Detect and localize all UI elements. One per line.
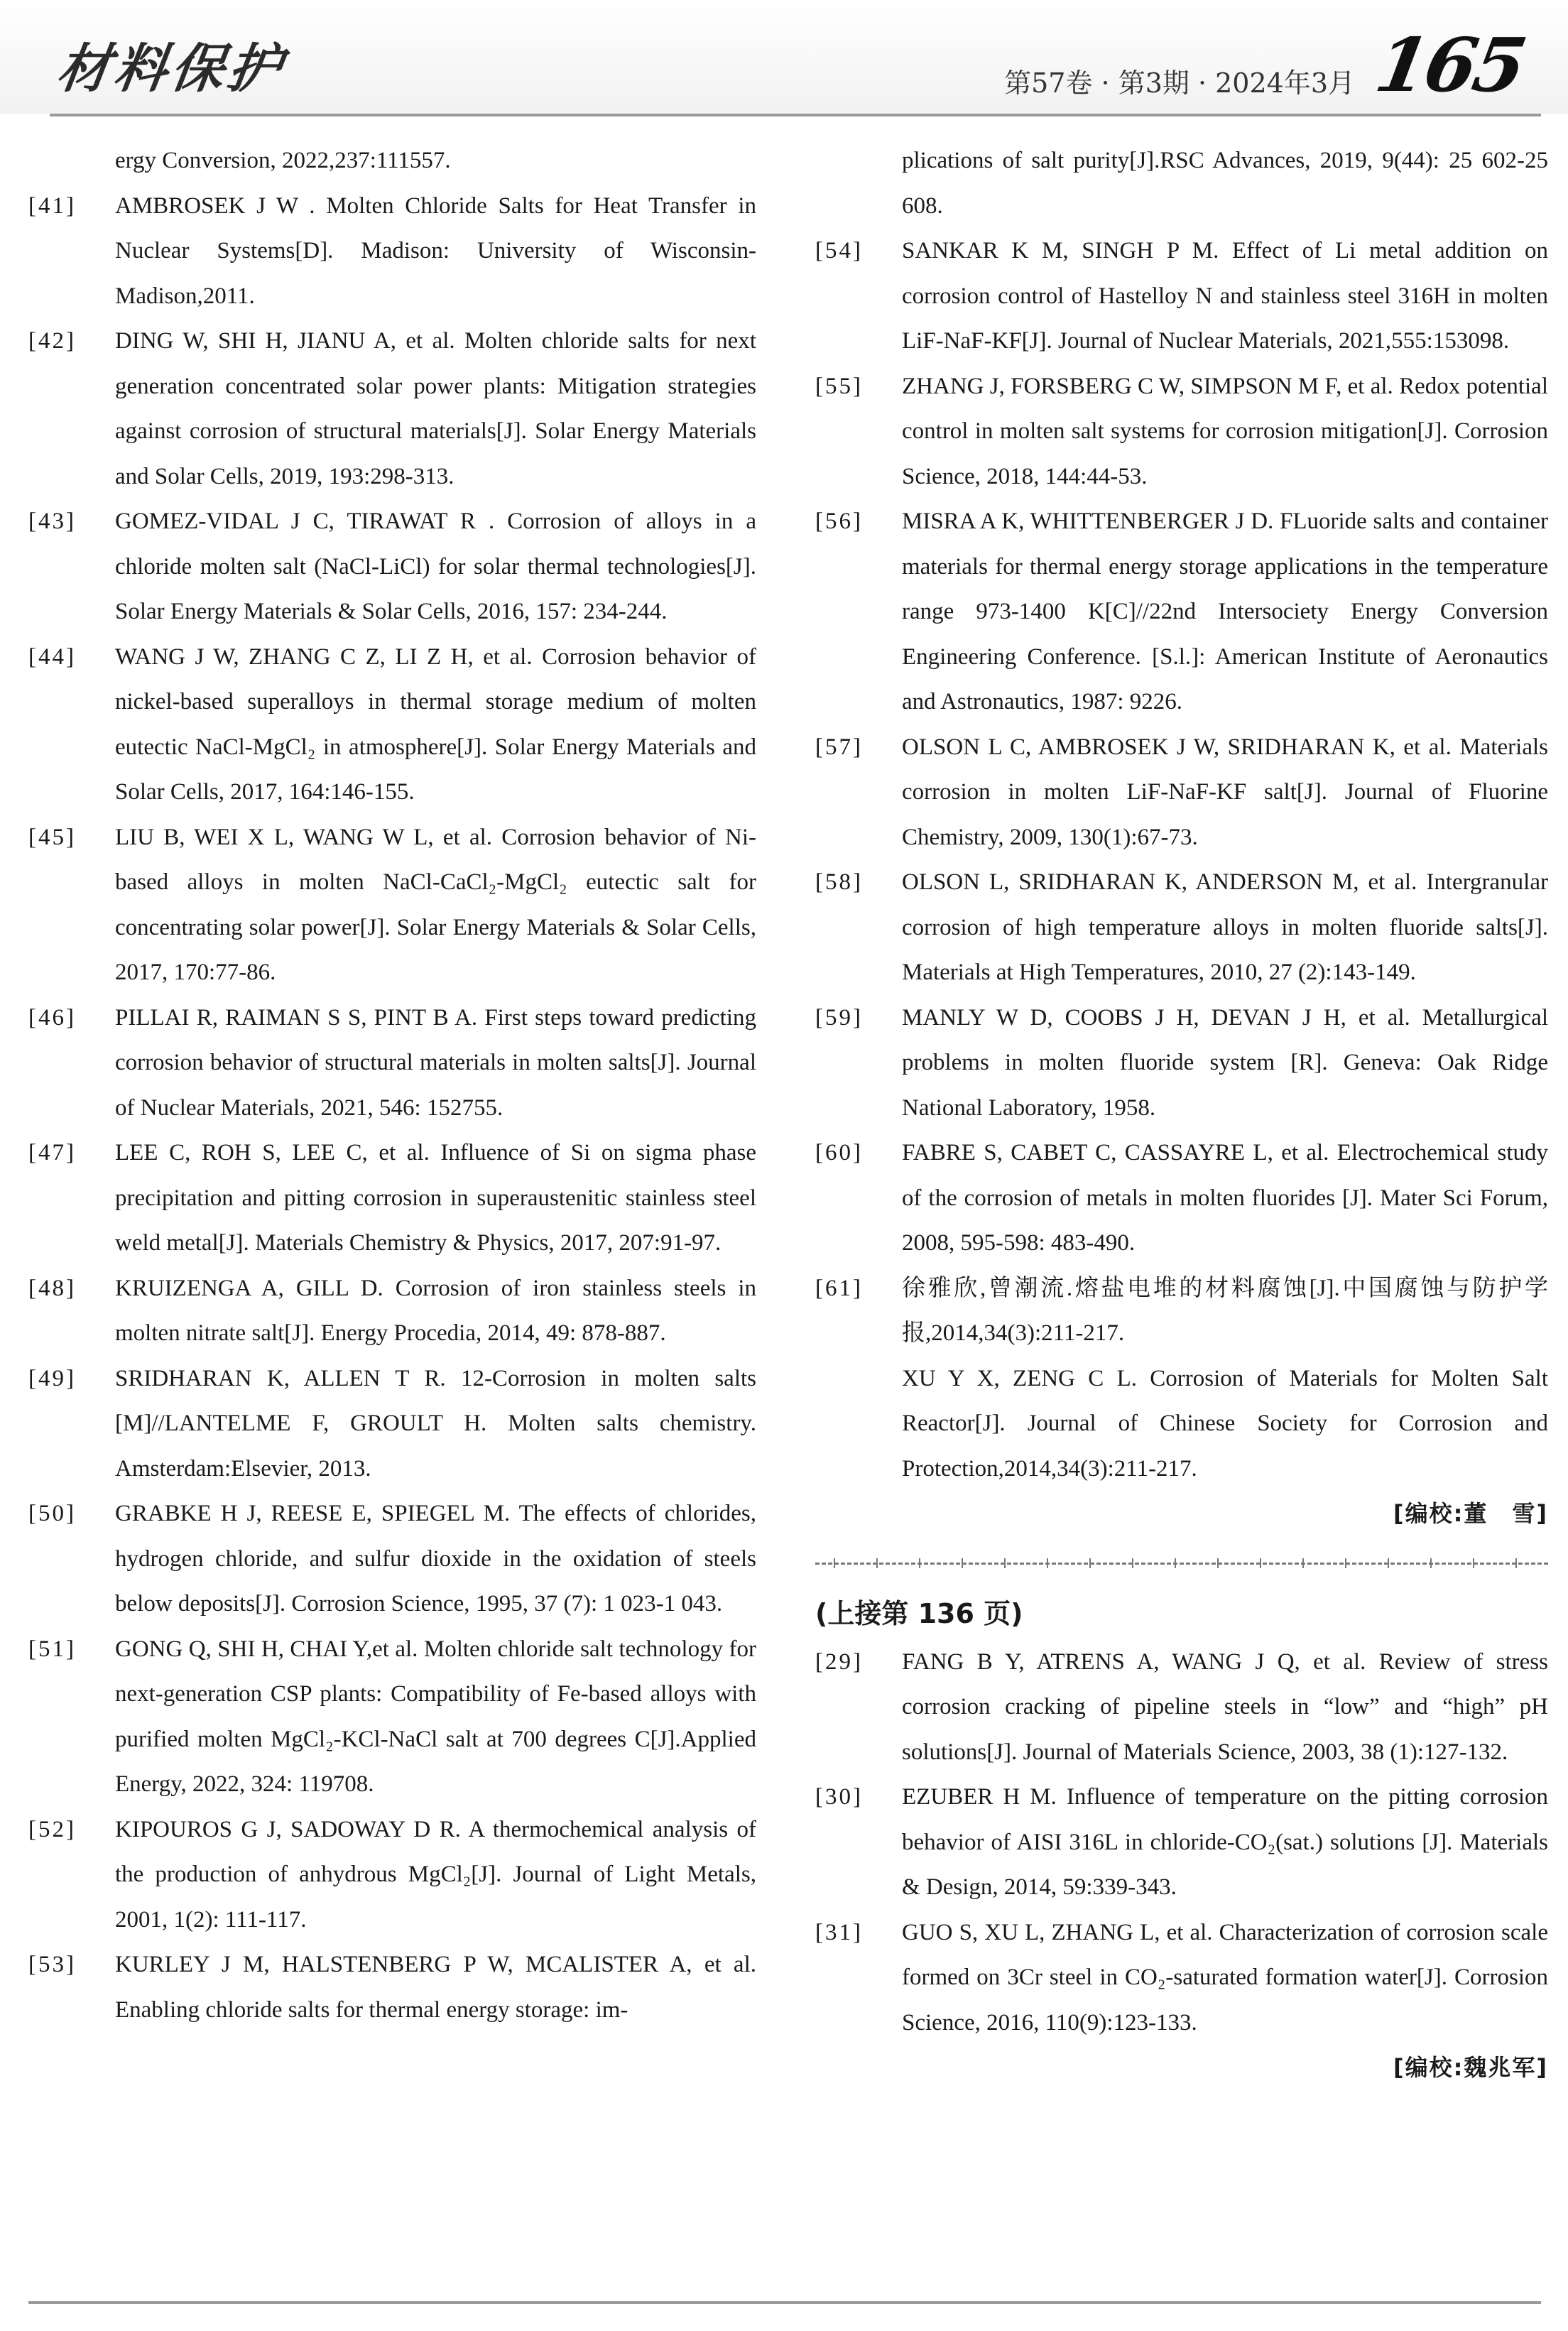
- page-header: [0, 0, 1568, 114]
- reference-number: [54]: [815, 238, 863, 263]
- reference-list: [28, 184, 756, 2033]
- editor-credit: [编校:魏兆军]: [1393, 2054, 1548, 2081]
- reference-item: [28, 1491, 756, 1627]
- reference-text: MISRA A K, WHITTENBERGER J D. FLuoride salts and container materials for thermal energy storage applications in the temperature range 973-1400 K[C]//22nd Intersociety Energy Conversion Engineering Conference. [S.l.]: American Institute of Aeronautics and Astronautics, 1987: 9226.: [902, 509, 1548, 714]
- reference-item: [28, 635, 756, 815]
- reference-text: WANG J W, ZHANG C Z, LI Z H, et al. Corrosion behavior of nickel-based superalloys in thermal storage medium of molten eutectic NaCl-MgCl₂ in atmosphere[J]. Solar Energy Materials and Solar Cells, 2017, 164:146-155.: [115, 643, 756, 805]
- reference-item: [815, 996, 1548, 1131]
- reference-item: [28, 1357, 756, 1492]
- reference-number: [53]: [28, 1952, 76, 1977]
- reference-text: KURLEY J M, HALSTENBERG P W, MCALISTER A, et al. Enabling chloride salts for thermal energy storage: im-: [115, 1952, 756, 2023]
- reference-number: [52]: [28, 1816, 76, 1842]
- reference-text: 徐雅欣,曾潮流.熔盐电堆的材料腐蚀[J].中国腐蚀与防护学报,2014,34(3):211-217.: [902, 1275, 1548, 1346]
- reference-text: KIPOUROS G J, SADOWAY D R. A thermochemical analysis of the production of anhydrous MgCl₂[J]. Journal of Light Metals, 2001, 1(2): 111-117.: [115, 1816, 756, 1933]
- reference-number: [44]: [28, 643, 76, 670]
- reference-list: [815, 229, 1548, 1357]
- continued-from-label: (上接第 136 页): [815, 1597, 1023, 1629]
- reference-text: LEE C, ROH S, LEE C, et al. Influence of Si on sigma phase precipitation and pitting corrosion in superaustenitic stainless steel weld metal[J]. Materials Chemistry & Physics, 2017, 207:91-97.: [115, 1140, 756, 1256]
- reference-continuation: ergy Conversion, 2022,237:111557.: [115, 148, 451, 173]
- reference-text: SRIDHARAN K, ALLEN T R. 12-Corrosion in molten salts [M]//LANTELME F, GROULT H. Molten salts chemistry. Amsterdam:Elsevier, 2013.: [115, 1365, 756, 1482]
- reference-text: GRABKE H J, REESE E, SPIEGEL M. The effects of chlorides, hydrogen chloride, and sulfur dioxide in the oxidation of steels below deposits[J]. Corrosion Science, 1995, 37 (7): 1 023-1 043.: [115, 1501, 756, 1617]
- reference-number: [58]: [815, 869, 863, 895]
- left-column: [28, 138, 756, 2033]
- reference-text: SANKAR K M, SINGH P M. Effect of Li metal addition on corrosion control of Hastelloy N and stainless steel 316H in molten LiF-NaF-KF[J]. Journal of Nuclear Materials, 2021,555:153098.: [902, 238, 1548, 354]
- reference-item: [815, 364, 1548, 500]
- reference-item: [28, 319, 756, 499]
- reference-text: DING W, SHI H, JIANU A, et al. Molten chloride salts for next generation concentrated solar power plants: Mitigation strategies against corrosion of structural materials[J]. Solar Energy Materials and Solar Cells, 2019, 193:298-313.: [115, 328, 756, 489]
- reference-61-english: XU Y X, ZENG C L. Corrosion of Materials for Molten Salt Reactor[J]. Journal of Chinese Society for Corrosion and Protection,2014,34(3):211-217.: [902, 1365, 1548, 1482]
- reference-number: [50]: [28, 1501, 76, 1526]
- editor-credit: [编校:董 雪]: [1393, 1500, 1548, 1527]
- right-column: [815, 138, 1548, 2091]
- reference-item: [815, 1131, 1548, 1266]
- reference-item: [28, 499, 756, 635]
- reference-text: GUO S, XU L, ZHANG L, et al. Characterization of corrosion scale formed on 3Cr steel in CO₂-saturated formation water[J]. Corrosion Science, 2016, 110(9):123-133.: [902, 1919, 1548, 2036]
- reference-number: [51]: [28, 1636, 76, 1662]
- reference-text: KRUIZENGA A, GILL D. Corrosion of iron stainless steels in molten nitrate salt[J]. Energy Procedia, 2014, 49: 878-887.: [115, 1275, 756, 1346]
- reference-number: [46]: [28, 1004, 76, 1031]
- reference-item: [28, 1942, 756, 2033]
- reference-item: [815, 499, 1548, 725]
- reference-number: [56]: [815, 509, 863, 534]
- reference-number: [42]: [28, 328, 76, 354]
- reference-text: PILLAI R, RAIMAN S S, PINT B A. First steps toward predicting corrosion behavior of structural materials in molten salts[J]. Journal of Nuclear Materials, 2021, 546: 152755.: [115, 1004, 756, 1121]
- reference-text: AMBROSEK J W . Molten Chloride Salts for Heat Transfer in Nuclear Systems[D]. Madison: University of Wisconsin-Madison,2011.: [115, 192, 756, 309]
- reference-number: [61]: [815, 1275, 863, 1301]
- reference-item: [28, 1266, 756, 1357]
- issue-info: 第57卷 · 第3期 · 2024年3月: [1004, 67, 1355, 99]
- reference-item: [28, 1131, 756, 1266]
- reference-item: [815, 1266, 1548, 1357]
- reference-number: [60]: [815, 1140, 863, 1166]
- reference-text: MANLY W D, COOBS J H, DEVAN J H, et al. Metallurgical problems in molten fluoride system [R]. Geneva: Oak Ridge National Laboratory, 1958.: [902, 1004, 1548, 1121]
- reference-number: [47]: [28, 1140, 76, 1166]
- reference-number: [31]: [815, 1919, 863, 1945]
- page-number: 165: [1369, 21, 1530, 109]
- reference-number: [48]: [28, 1275, 76, 1301]
- footer-rule: [28, 2301, 1541, 2304]
- reference-item: [28, 815, 756, 996]
- reference-continuation: plications of salt purity[J].RSC Advances, 2019, 9(44): 25 602-25 608.: [902, 148, 1548, 219]
- reference-item: [28, 1627, 756, 1808]
- reference-item: [815, 1640, 1548, 1776]
- reference-text: ZHANG J, FORSBERG C W, SIMPSON M F, et al. Redox potential control in molten salt systems for corrosion mitigation[J]. Corrosion Science, 2018, 144:44-53.: [902, 373, 1548, 489]
- reference-text: GONG Q, SHI H, CHAI Y,et al. Molten chloride salt technology for next-generation CSP plants: Compatibility of Fe-based alloys with purified molten MgCl₂-KCl-NaCl salt at 700 degrees C[J].Applied Energy, 2022, 324: 119708.: [115, 1636, 756, 1797]
- reference-text: GOMEZ-VIDAL J C, TIRAWAT R . Corrosion of alloys in a chloride molten salt (NaCl-LiCl) for solar thermal technologies[J]. Solar Energy Materials & Solar Cells, 2016, 157: 234-244.: [115, 509, 756, 624]
- reference-text: OLSON L, SRIDHARAN K, ANDERSON M, et al. Intergranular corrosion of high temperature alloys in molten fluoride salts[J]. Materials at High Temperatures, 2010, 27 (2):143-149.: [902, 869, 1548, 985]
- reference-number: [57]: [815, 734, 863, 760]
- reference-text: FABRE S, CABET C, CASSAYRE L, et al. Electrochemical study of the corrosion of metals in molten fluorides [J]. Mater Sci Forum, 2008, 595-598: 483-490.: [902, 1140, 1548, 1256]
- reference-item: [28, 1808, 756, 1943]
- reference-text: FANG B Y, ATRENS A, WANG J Q, et al. Review of stress corrosion cracking of pipeline steels in “low” and “high” pH solutions[J]. Journal of Materials Science, 2003, 38 (1):127-132.: [902, 1648, 1548, 1765]
- reference-text: EZUBER H M. Influence of temperature on the pitting corrosion behavior of AISI 316L in chloride-CO₂(sat.) solutions [J]. Materials & Design, 2014, 59:339-343.: [902, 1784, 1548, 1900]
- section-divider: [815, 1563, 1548, 1565]
- reference-text: LIU B, WEI X L, WANG W L, et al. Corrosion behavior of Ni-based alloys in molten NaCl-CaCl₂-MgCl₂ eutectic salt for concentrating solar power[J]. Solar Energy Materials & Solar Cells, 2017, 170:77-86.: [115, 824, 756, 985]
- header-rule: [50, 114, 1541, 116]
- reference-item: [815, 1775, 1548, 1911]
- reference-item: [815, 229, 1548, 364]
- reference-item: [815, 1911, 1548, 2046]
- reference-number: [45]: [28, 824, 76, 850]
- reference-item: [815, 860, 1548, 996]
- reference-item: [28, 184, 756, 320]
- reference-number: [41]: [28, 192, 76, 219]
- journal-name: 材料保护: [53, 38, 290, 99]
- reference-item: [28, 996, 756, 1131]
- reference-item: [815, 725, 1548, 861]
- reference-number: [43]: [28, 509, 76, 534]
- reference-text: OLSON L C, AMBROSEK J W, SRIDHARAN K, et al. Materials corrosion in molten LiF-NaF-KF salt[J]. Journal of Fluorine Chemistry, 2009, 130(1):67-73.: [902, 734, 1548, 850]
- reference-number: [29]: [815, 1648, 863, 1675]
- continued-reference-list: [815, 1640, 1548, 2046]
- reference-number: [59]: [815, 1004, 863, 1031]
- reference-number: [49]: [28, 1365, 76, 1391]
- reference-number: [55]: [815, 373, 863, 399]
- reference-number: [30]: [815, 1784, 863, 1810]
